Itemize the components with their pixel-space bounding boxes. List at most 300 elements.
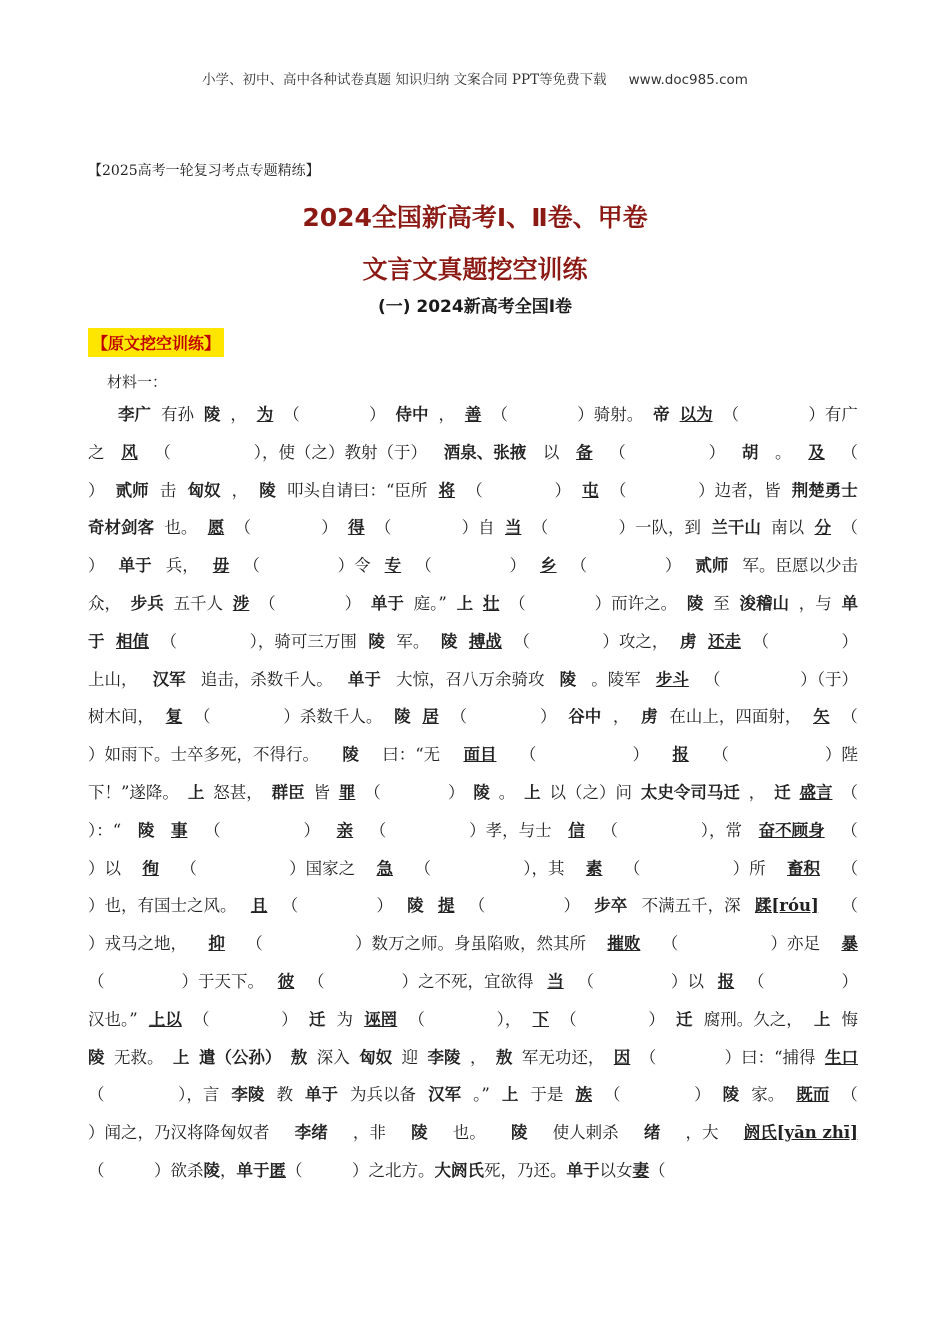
keyword: 敖 <box>495 1047 513 1067</box>
keyword: 侍中 <box>395 405 429 424</box>
answer-blank <box>752 736 802 774</box>
keyword: 单于 <box>118 556 152 576</box>
annotated-term: 善 <box>464 405 482 424</box>
passage-text: （ <box>722 405 739 424</box>
annotated-term: 既而 <box>796 1085 830 1105</box>
passage-text: ）令 <box>337 556 371 576</box>
annotated-term: 暴 <box>841 934 858 954</box>
annotated-term: 步斗 <box>655 669 689 689</box>
passage-text: 大惊，召八万余骑攻 <box>396 669 545 689</box>
annotated-term: 蹂[róu] <box>754 896 819 916</box>
keyword: 帝 <box>653 405 670 424</box>
keyword: 迁 <box>308 1009 326 1029</box>
passage-text: ）， <box>496 1009 522 1029</box>
keyword: 单于 <box>566 1160 600 1180</box>
passage-text: 以 <box>542 442 560 462</box>
answer-blank <box>637 472 687 510</box>
passage-line <box>88 774 858 812</box>
keyword: 遣（公孙） <box>198 1047 282 1067</box>
answer-blank <box>338 963 388 1001</box>
answer-blank <box>312 887 362 925</box>
passage-text: ）曰：“捕得 <box>724 1047 816 1067</box>
passage-text: ） <box>303 820 320 840</box>
passage-text: 无救。 <box>113 1047 164 1067</box>
annotated-term: 生口 <box>824 1047 858 1067</box>
passage-text: （ <box>513 631 530 651</box>
passage-text: ）数万之师。身虽陷败，然其所 <box>355 934 586 954</box>
title-line-2: 文言文真题挖空训练 <box>362 255 588 284</box>
passage-text: ，与 <box>798 593 832 613</box>
keyword: 陵 <box>259 480 276 500</box>
passage-line <box>88 547 858 585</box>
passage-text: ） <box>344 593 362 613</box>
passage-line <box>88 887 858 925</box>
passage-text: ）戎马之地， <box>88 934 187 954</box>
annotated-term: 矢 <box>813 707 830 727</box>
annotated-term: 匿 <box>269 1160 286 1180</box>
annotated-term: 乡 <box>540 556 557 576</box>
annotated-term: 涉 <box>232 593 250 613</box>
passage-line <box>88 1001 858 1039</box>
passage-line <box>88 623 858 661</box>
annotated-term: 为 <box>256 405 274 424</box>
passage-text: 在山上，四面射， <box>669 707 802 727</box>
keyword: 上 <box>187 782 205 802</box>
passage-text: ， <box>438 405 455 424</box>
annotated-term: 且 <box>250 896 268 916</box>
annotated-term: 抑 <box>208 934 225 954</box>
keyword: 上 <box>456 593 474 613</box>
passage-text: 上山， <box>88 669 138 689</box>
passage-text: （ <box>841 1085 858 1105</box>
keyword: 李广 <box>118 405 151 424</box>
answer-blank <box>403 812 453 850</box>
section-tag: 【原文挖空训练】 <box>88 328 224 357</box>
keyword: 绪 <box>643 1123 661 1143</box>
passage-text: 叩头自请曰：“臣所 <box>286 480 428 500</box>
answer-blank <box>635 812 685 850</box>
series-label: 【2025高考一轮复习考点专题精练】 <box>88 163 320 179</box>
annotated-term: 因 <box>613 1047 631 1067</box>
keyword: 匈奴 <box>359 1047 393 1067</box>
answer-blank <box>559 509 609 547</box>
subtitle: (一) 2024新高考全国Ⅰ卷 <box>377 297 573 317</box>
keyword: 陵 <box>510 1123 528 1143</box>
passage-text: ）于天下。 <box>181 971 264 991</box>
answer-blank <box>736 661 786 699</box>
passage-text: （ <box>286 1160 303 1180</box>
passage-text: 军无功还， <box>521 1047 605 1067</box>
annotated-term: 摧败 <box>607 934 641 954</box>
passage-text: ）（于） <box>800 669 858 689</box>
answer-blank <box>608 963 658 1001</box>
answer-blank <box>452 850 502 888</box>
passage-text: 击 <box>159 480 177 500</box>
passage-text: （ <box>154 442 171 462</box>
passage-text: （ <box>639 1047 657 1067</box>
keyword: 太史令司马迁 <box>640 782 740 802</box>
passage-text: （ <box>519 745 537 765</box>
answer-blank <box>601 547 651 585</box>
passage-line <box>88 850 858 888</box>
passage-text: （ <box>283 405 300 424</box>
passage-line <box>88 396 858 434</box>
passage-text: ）自 <box>461 518 495 538</box>
passage-text: （ <box>601 820 618 840</box>
passage-text: （ <box>204 820 221 840</box>
passage-text: （ <box>509 593 526 613</box>
keyword: 单于 <box>236 1160 270 1180</box>
passage-line <box>88 1114 858 1152</box>
passage-text: （ <box>560 1009 577 1029</box>
passage-text: （ <box>649 1160 666 1180</box>
annotated-term: 当 <box>547 971 564 991</box>
passage-text: ），常 <box>700 820 742 840</box>
passage-text: 迎 <box>401 1047 419 1067</box>
passage-text: （ <box>841 820 858 840</box>
answer-blank <box>188 434 238 472</box>
annotated-term: 盛言 <box>799 782 833 802</box>
passage-text: （ <box>408 1009 425 1029</box>
passage-text: （ <box>88 971 105 991</box>
passage-text: ）所 <box>732 858 766 878</box>
annotated-term: 亲 <box>336 820 354 840</box>
answer-blank <box>285 585 335 623</box>
passage-text: ）陛 <box>824 745 858 765</box>
keyword: 迁 <box>676 1009 693 1029</box>
keyword: 群臣 <box>271 782 305 802</box>
keyword: 上 <box>501 1085 519 1105</box>
passage-text: （ <box>609 480 627 500</box>
answer-blank <box>780 623 830 661</box>
passage-text: 树木间， <box>88 707 154 727</box>
passage-line <box>88 736 858 774</box>
keyword: 单 <box>841 593 858 613</box>
keyword: 单于 <box>370 593 404 613</box>
passage-text: ），其 <box>523 858 565 878</box>
answer-blank <box>479 698 529 736</box>
annotated-term: 报 <box>717 971 735 991</box>
passage-text: 。 <box>498 782 516 802</box>
keyword: 李绪 <box>294 1123 328 1143</box>
passage-line <box>88 698 858 736</box>
passage-text: （ <box>531 518 549 538</box>
passage-text: （ <box>88 1085 105 1105</box>
passage-text: （ <box>246 934 263 954</box>
passage-text: 悔 <box>841 1009 858 1029</box>
annotated-term: 妻 <box>632 1160 649 1180</box>
annotated-term: 报 <box>672 745 689 765</box>
passage-text: ）以 <box>88 858 121 878</box>
keyword: 步兵 <box>130 593 164 613</box>
answer-blank <box>500 887 550 925</box>
keyword: 李陵 <box>427 1047 461 1067</box>
passage-text: ）一队，到 <box>618 518 701 538</box>
keyword: 陵 <box>686 593 704 613</box>
passage-text: ） <box>632 745 649 765</box>
answer-blank <box>118 963 168 1001</box>
passage-text: ，大 <box>685 1123 719 1143</box>
annotated-term: 壮 <box>482 593 500 613</box>
passage-text: （ <box>841 707 858 727</box>
passage-text: （ <box>841 442 858 462</box>
passage-text: （ <box>281 896 299 916</box>
answer-blank <box>105 1152 155 1190</box>
passage-text: 之 <box>88 442 105 462</box>
answer-blank <box>310 396 360 434</box>
passage-text: （ <box>841 518 858 538</box>
passage-text: 以女 <box>599 1160 633 1180</box>
annotated-term: 专 <box>384 556 402 576</box>
passage-text: （ <box>577 971 594 991</box>
annotated-term: 信 <box>568 820 585 840</box>
passage-text: ）以 <box>671 971 704 991</box>
annotated-term: 急 <box>376 858 394 878</box>
annotated-term: 奋不顾身 <box>758 820 825 840</box>
passage-text: ） <box>539 707 557 727</box>
passage-text: ） <box>376 896 393 916</box>
passage-text: ）国家之 <box>289 858 356 878</box>
passage-text: ）杀数千人。 <box>283 707 383 727</box>
passage-text: ）也，有国士之风。 <box>88 896 237 916</box>
annotated-term: 素 <box>585 858 603 878</box>
keyword: 陵 <box>440 631 458 651</box>
passage-text: ） <box>447 782 465 802</box>
passage-text: ， <box>231 480 249 500</box>
passage-text: 军。臣愿以少击 <box>742 556 858 576</box>
passage-text: 汉也。” <box>88 1009 138 1029</box>
annotated-term: 上以 <box>148 1009 182 1029</box>
passage-text: （ <box>833 896 858 916</box>
passage-text: （ <box>468 896 486 916</box>
keyword: 单于 <box>347 669 381 689</box>
annotated-term: 罪 <box>338 782 356 802</box>
passage-line <box>88 1076 858 1114</box>
passage-text: （ <box>609 442 626 462</box>
passage-text: ）骑射。 <box>577 405 644 424</box>
passage-text: 以（之）问 <box>549 782 632 802</box>
keyword: 奇材剑客 <box>88 518 154 538</box>
keyword: 敖 <box>290 1047 308 1067</box>
annotated-term: 分 <box>814 518 831 538</box>
passage-text: （ <box>570 556 588 576</box>
passage-text: 众， <box>88 593 121 613</box>
passage-text: ，非 <box>352 1123 386 1143</box>
passage-text: ， <box>612 707 630 727</box>
keyword: 陵 <box>88 1047 105 1067</box>
passage-text: ） <box>321 518 338 538</box>
passage-text: 也。 <box>452 1123 486 1143</box>
passage-text: （ <box>234 518 252 538</box>
annotated-term: 事 <box>171 820 188 840</box>
passage-text: （ <box>491 405 508 424</box>
keyword: 迁 <box>774 782 791 802</box>
annotated-term: 愿 <box>207 518 225 538</box>
annotated-term: 搏战 <box>468 631 502 651</box>
passage-text: （ <box>88 1160 105 1180</box>
passage-text: （ <box>712 745 729 765</box>
answer-blank <box>666 1039 716 1077</box>
passage-text: 有孙 <box>160 405 194 424</box>
passage-text: ）孝，与士 <box>469 820 552 840</box>
title-line-1: 2024全国新高考Ⅰ、Ⅱ卷、甲卷 <box>302 203 648 232</box>
passage-text: ） <box>708 442 726 462</box>
passage-text: 于是 <box>530 1085 564 1105</box>
answer-blank <box>402 509 452 547</box>
passage-text: ）亦足 <box>770 934 820 954</box>
keyword: 酒泉、张掖 <box>443 442 527 462</box>
passage-text: ） <box>88 480 105 500</box>
passage-text: （ <box>841 782 858 802</box>
answer-blank <box>518 396 568 434</box>
keyword: 虏 <box>679 631 697 651</box>
passage-text: ） <box>88 556 105 576</box>
passage-text: ），言 <box>178 1085 220 1105</box>
keyword: 陵 <box>394 707 411 727</box>
keyword: 陵 <box>203 1160 220 1180</box>
passage-text: ）之北方。 <box>352 1160 435 1180</box>
passage-text: 不满五千，深 <box>641 896 741 916</box>
passage-text: （ <box>623 858 641 878</box>
passage-text: ， <box>230 405 247 424</box>
annotated-term: 面目 <box>463 745 497 765</box>
passage-text: 南以 <box>771 518 805 538</box>
passage-text: ），使（之）教射（于） <box>253 442 427 462</box>
answer-blank <box>494 472 544 510</box>
passage-line <box>88 509 858 547</box>
annotated-term: 彼 <box>277 971 295 991</box>
annotated-term: 相值 <box>116 631 150 651</box>
keyword: 匈奴 <box>187 480 221 500</box>
keyword: 陵 <box>368 631 385 651</box>
passage-text: 。 <box>775 442 792 462</box>
answer-blank <box>284 925 334 963</box>
passage-text: （ <box>374 518 392 538</box>
passage-text: ） <box>841 971 858 991</box>
passage-text: （ <box>308 971 325 991</box>
annotated-term: 还走 <box>707 631 741 651</box>
passage-text: ）而许之。 <box>594 593 678 613</box>
passage-text: ） <box>554 480 571 500</box>
passage-text: （ <box>450 707 468 727</box>
passage-text: 。” <box>473 1085 490 1105</box>
annotated-term: 徇 <box>142 858 159 878</box>
passage-text: ）攻之， <box>602 631 669 651</box>
passage-text: ） <box>648 1009 665 1029</box>
passage-text: ），骑可三万围 <box>249 631 357 651</box>
answer-blank <box>274 547 324 585</box>
annotated-term: 毋 <box>212 556 230 576</box>
answer-blank <box>642 434 692 472</box>
passage-text: 死，乃还。 <box>484 1160 567 1180</box>
answer-blank <box>221 1001 271 1039</box>
passage-text: 深入 <box>316 1047 350 1067</box>
keyword: 浚稽山 <box>739 593 789 613</box>
keyword: 李陵 <box>231 1085 265 1105</box>
passage-text: ） <box>841 631 858 651</box>
answer-blank <box>303 1152 353 1190</box>
passage-text: （ <box>748 971 765 991</box>
passage-text: 下！”遂降。 <box>88 782 179 802</box>
annotated-term: 提 <box>437 896 455 916</box>
passage-text: （ <box>364 782 381 802</box>
answer-blank <box>390 774 440 812</box>
annotated-term: 以为 <box>679 405 713 424</box>
passage-text: （ <box>160 631 178 651</box>
passage-text: ） <box>369 405 386 424</box>
annotated-term: 复 <box>165 707 183 727</box>
keyword: 陵 <box>411 1123 428 1143</box>
keyword: 陵 <box>342 745 359 765</box>
passage-text: （ <box>180 858 197 878</box>
keyword: 荆楚勇士 <box>791 480 858 500</box>
passage-text: 追击，杀数千人。 <box>200 669 333 689</box>
passage-text: ）闻之，乃汉将降匈奴者 <box>88 1123 270 1143</box>
keyword: 汉军 <box>152 669 186 689</box>
passage-text: （ <box>604 1085 621 1105</box>
passage-text: ）边者，皆 <box>698 480 781 500</box>
passage-text: 教 <box>276 1085 293 1105</box>
passage-text: 皆 <box>313 782 330 802</box>
answer-blank <box>189 623 239 661</box>
answer-blank <box>700 925 750 963</box>
answer-blank <box>749 396 799 434</box>
passage-text: ）欲杀 <box>154 1160 204 1180</box>
passage-text: ） <box>509 556 526 576</box>
passage-line <box>88 434 858 472</box>
passage-text: 五千人 <box>173 593 224 613</box>
annotated-term: 得 <box>348 518 365 538</box>
material-label: 材料一： <box>107 373 168 391</box>
annotated-term: 当 <box>504 518 522 538</box>
passage-text: ）有广 <box>808 405 858 424</box>
passage-line <box>88 1039 858 1077</box>
answer-blank <box>778 963 828 1001</box>
answer-blank <box>588 1001 638 1039</box>
passage-line <box>88 472 858 510</box>
passage-text: （ <box>415 556 432 576</box>
annotated-term: 诬罔 <box>364 1009 398 1029</box>
passage-text: 也。 <box>164 518 198 538</box>
keyword: 于 <box>88 631 105 651</box>
answer-blank <box>446 547 496 585</box>
keyword: 大阏氏 <box>434 1160 484 1180</box>
keyword: 兰干山 <box>711 518 761 538</box>
keyword: 虏 <box>641 707 658 727</box>
passage-text: （ <box>752 631 769 651</box>
passage-text: 为 <box>336 1009 354 1029</box>
keyword: 贰师 <box>115 480 149 500</box>
keyword: 陵 <box>137 820 155 840</box>
passage-line <box>88 812 858 850</box>
passage-line <box>88 1152 858 1190</box>
keyword: 汉军 <box>428 1085 462 1105</box>
passage-text: （ <box>841 858 858 878</box>
passage <box>88 396 858 1190</box>
passage-text: 使人刺杀 <box>552 1123 619 1143</box>
header-url[interactable]: www.doc985.com <box>628 72 748 88</box>
passage-text: （ <box>414 858 431 878</box>
annotated-term: 及 <box>808 442 825 462</box>
passage-text: （ <box>193 707 211 727</box>
annotated-term: 将 <box>438 480 456 500</box>
annotated-term: 族 <box>575 1085 592 1105</box>
passage-text: ） <box>281 1009 298 1029</box>
answer-blank <box>436 1001 486 1039</box>
keyword: 上 <box>813 1009 831 1029</box>
answer-blank <box>560 736 610 774</box>
passage-text: ）之不死，宜欲得 <box>401 971 534 991</box>
